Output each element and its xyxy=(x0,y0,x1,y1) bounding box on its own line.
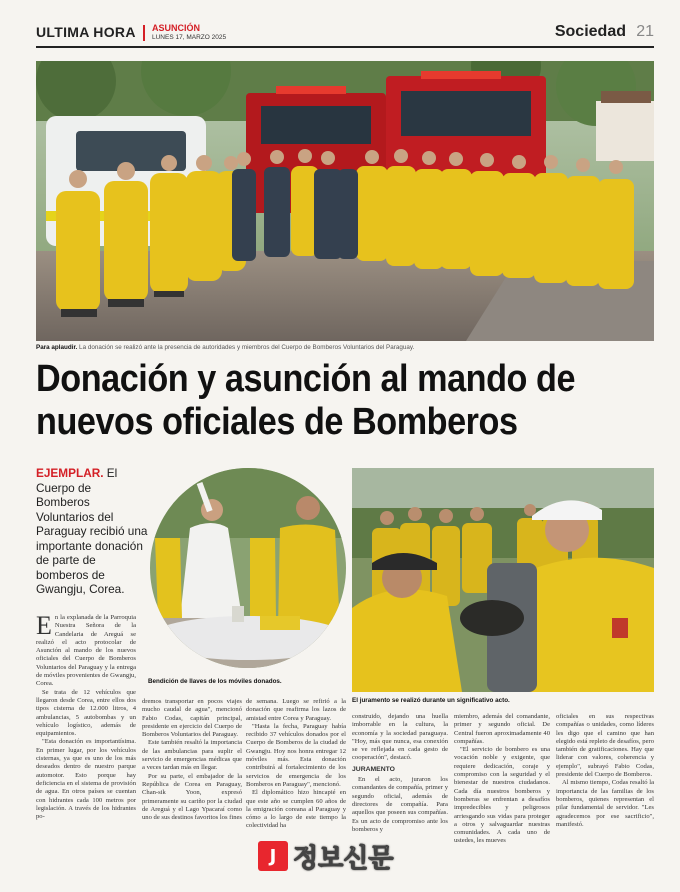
right-photo-oath xyxy=(352,468,654,692)
watermark xyxy=(258,838,418,874)
body-paragraph: Al mismo tiempo, Codas resaltó la importancia de las familias de los bomberos, quienes representan el pilar fundamental de servidor. "Les agradecemos por ese sacrificio", manifestó. xyxy=(556,779,654,828)
lead-text: El Cuerpo de Bomberos Voluntarios del Paraguay recibió una importante donación de parte de bomberos de Gwangju, Corea. xyxy=(36,466,148,596)
body-paragraph: Este también resaltó la importancia de las ambulancias para suplir el servicio de emergencias médicas que a veces tardan más en llegar. xyxy=(142,739,242,772)
watermark-text: 정보신문 xyxy=(293,843,394,874)
top-photo-firefighters xyxy=(36,61,654,341)
header-divider xyxy=(143,25,145,41)
watermark-logo-icon: J xyxy=(258,841,288,871)
circle-photo-caption: Bendición de llaves de los móviles donados. xyxy=(148,678,282,685)
page-number: 21 xyxy=(636,23,654,40)
body-column-2 xyxy=(142,698,242,822)
body-paragraph: "Hasta la fecha, Paraguay había recibido 37 vehículos donados por el Cuerpo de Bomberos de la ciudad de Gwangju. Hoy nos honra entregar 12 móviles más. Esta donación contribuirá al fortalecimiento de los servicios de emergencia de los Bomberos en Paraguay", mencionó. xyxy=(246,722,346,788)
body-paragraph: n la explanada de la Parroquia Nuestra Señora de la Candelaria de Areguá se realizó el acto protocolar de Asunción al mando de los nuevos oficiales del Cuerpo de Bomberos Voluntarios del Paraguay y la entrega de móviles provenientes de Gwangju, Corea. xyxy=(36,614,136,688)
category-label: Sociedad xyxy=(554,23,626,40)
body-column-4 xyxy=(352,713,448,834)
body-paragraph: Se trata de 12 vehículos que llegaron desde Corea, entre ellos dos tipos cisterna de 12.000 litros, 4 ambulancias, 5 autobombas y un vehículo logístico, además de equipamientos. xyxy=(36,688,136,738)
body-paragraph: "Esta donación es importantísima. En primer lugar, por los vehículos cisternas, ya que es uno de los más deseados dentro de nuestro parque automotor. Esto porque hay deficiencia en el sistema de provisión de agua. En otros países se cuentan con hidrantes cada 100 metros por legislación. A través de los hidrantes po- xyxy=(36,738,136,821)
body-column-5 xyxy=(454,713,550,846)
body-paragraph: oficiales en sus respectivas compañías o unidades, como líderes les digo que el camino que han elegido está repleto de desafíos, pero también de gratificaciones. Hay que liderar con valores, coherencia y ejemplo", subrayó Fabio Codas, presidente del Cuerpo de Bomberos. xyxy=(556,713,654,779)
body-column-6 xyxy=(556,713,654,829)
headline: Donación y asunción al mando de nuevos oficiales de Bomberos xyxy=(36,358,576,443)
body-paragraph: El diplomático hizo hincapié en que este año se cumplen 60 años de la emigración coreana al Paraguay y cómo a lo largo de este tiempo la colectividad ha xyxy=(246,789,346,830)
top-photo-caption: Para aplaudir. La donación se realizó ante la presencia de autoridades y miembros del Cuerpo de Bomberos Voluntarios del Paraguay. xyxy=(36,344,415,351)
circle-photo-blessing xyxy=(150,468,346,668)
date-label: LUNES 17, MARZO 2025 xyxy=(152,34,227,41)
lead-kicker: EJEMPLAR. xyxy=(36,466,104,480)
page-header xyxy=(36,22,654,48)
body-paragraph: "El servicio de bombero es una vocación noble y exigente, que requiere dedicación, coraje y compromiso con la seguridad y el bienestar de nuestros ciudadanos. Cada día nuestros bomberos y bomberas se enfrentan a desafíos impredecibles y peligrosos arriesgando sus vidas para proteger a otros y salvaguardar nuestras comunidades. A cada uno de ustedes, les mueves xyxy=(454,746,550,845)
city-label: ASUNCIÓN xyxy=(152,23,201,33)
body-paragraph: miembro, además del comandante, primer y segundo oficial. De Central fueron aproximadamente 40 compañías. xyxy=(454,713,550,745)
body-paragraph: dremos transportar en pocos viajes mucho caudal de agua", mencionó Fabio Codas, capitán principal, presidente en ejercicio del Cuerpo de Bomberos Voluntarios del Paraguay. xyxy=(142,698,242,739)
body-column-3 xyxy=(246,698,346,831)
body-column-1 xyxy=(36,611,136,821)
body-paragraph: de semana. Luego se refirió a la donación que reafirma los lazos de amistad entre Corea y Paraguay. xyxy=(246,698,346,722)
right-photo-caption: El juramento se realizó durante un significativo acto. xyxy=(352,697,510,704)
lead-paragraph xyxy=(36,466,148,597)
section-name: ULTIMA HORA xyxy=(36,24,136,40)
body-paragraph: En el acto, juraron los comandantes de compañía, primer y segundo oficial, además de directores de compañía. Para aquellos que poseen sus compañías. Es un acto de compromiso ante los bomberos y xyxy=(352,776,448,833)
drop-cap: E xyxy=(36,611,52,640)
body-paragraph: construido, dejando una huella imborrable en la cultura, la economía y la sociedad paraguaya. "Hoy, más que nunca, esa conexión se ve reflejada en cada gesto de cooperación", destacó. xyxy=(352,713,448,762)
subheading: JURAMENTO xyxy=(352,765,395,773)
body-paragraph: Por su parte, el embajador de la República de Corea en Paraguay, Chan-sik Yoon, expresó primeramente su cariño por la ciudad de Areguá y el Lago Ypacaraí como uno de sus destinos favoritos los fines xyxy=(142,772,242,822)
